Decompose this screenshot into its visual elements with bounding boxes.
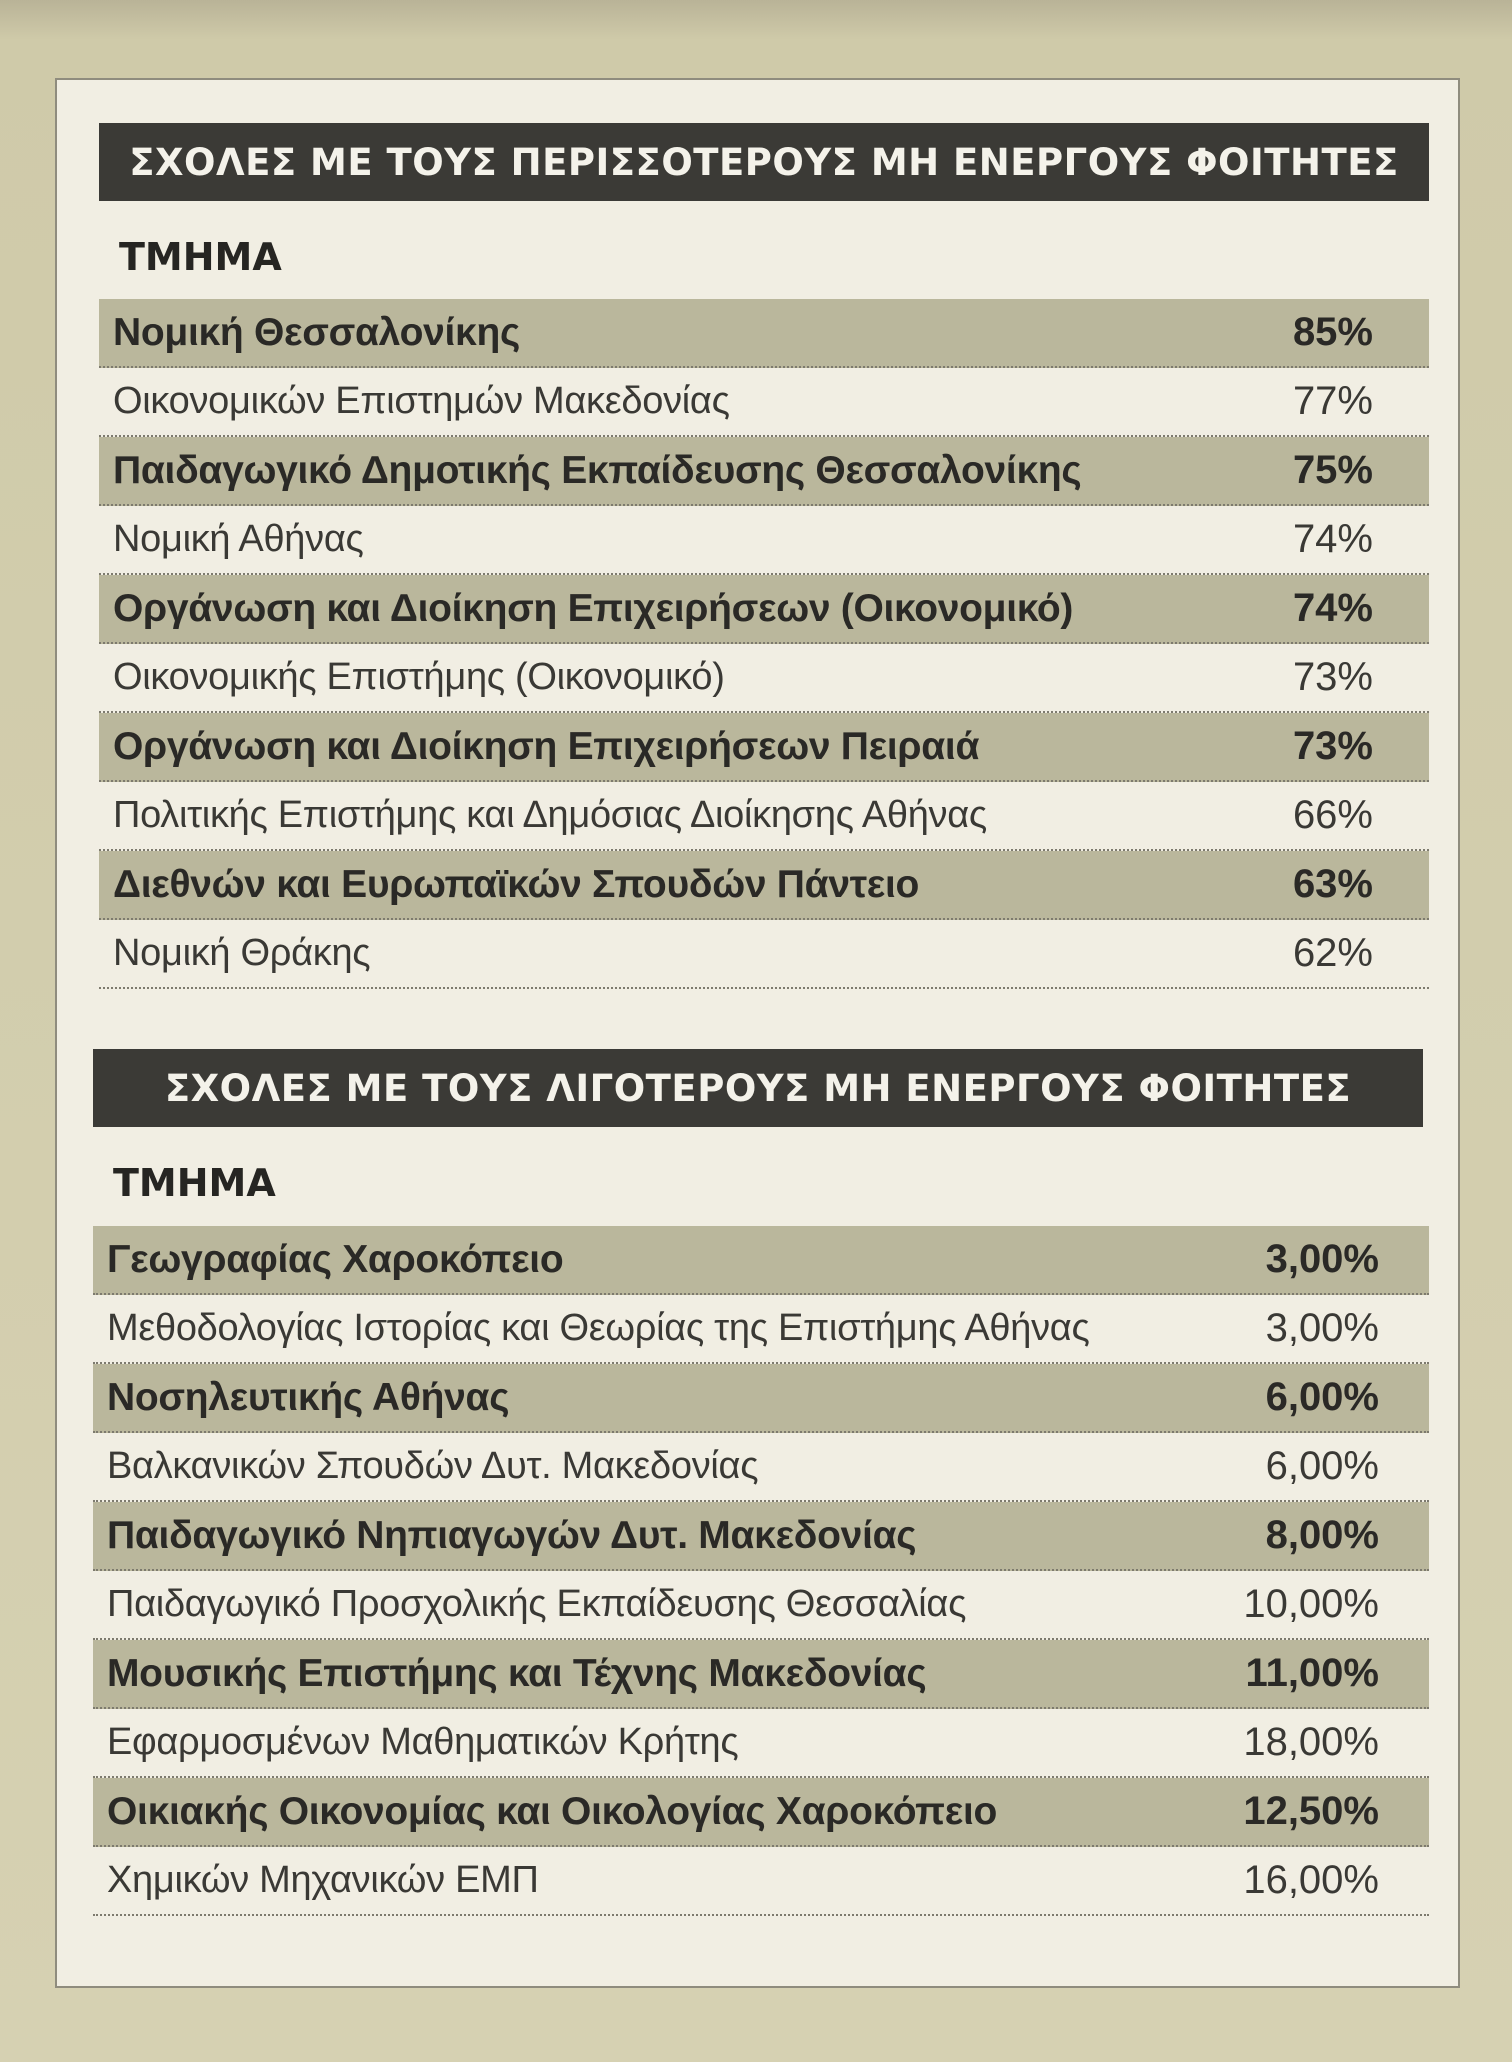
row-value: 8,00% [1265, 1513, 1379, 1557]
row-value: 73% [1292, 724, 1373, 768]
row-value: 3,00% [1265, 1306, 1379, 1350]
table-row [93, 1640, 1429, 1709]
row-name: Οικονομικών Επιστημών Μακεδονίας [113, 380, 730, 422]
row-value: 75% [1292, 448, 1373, 492]
table-row [93, 1433, 1429, 1502]
least-inactive-column-label: ΤΜΗΜΑ [113, 1161, 276, 1205]
table-row [99, 575, 1429, 644]
row-value: 6,00% [1265, 1444, 1379, 1488]
row-name: Πολιτικής Επιστήμης και Δημόσιας Διοίκησης Αθήνας [113, 794, 987, 836]
table-row [93, 1709, 1429, 1778]
row-value: 3,00% [1265, 1237, 1379, 1281]
row-name: Οργάνωση και Διοίκηση Επιχειρήσεων Πειραιά [113, 724, 980, 768]
table-row [99, 368, 1429, 437]
row-name: Μουσικής Επιστήμης και Τέχνης Μακεδονίας [107, 1651, 927, 1695]
row-value: 73% [1292, 655, 1373, 699]
table-row [93, 1295, 1429, 1364]
row-value: 74% [1292, 586, 1373, 630]
row-name: Οικιακής Οικονομίας και Οικολογίας Χαροκόπειο [107, 1789, 998, 1833]
table-row [99, 782, 1429, 851]
row-name: Νοσηλευτικής Αθήνας [107, 1375, 510, 1419]
row-name: Διεθνών και Ευρωπαϊκών Σπουδών Πάντειο [113, 862, 920, 906]
least-inactive-table [93, 1226, 1429, 1916]
row-name: Γεωγραφίας Χαροκόπειο [107, 1237, 564, 1281]
least-inactive-header: ΣΧΟΛΕΣ ΜΕ ΤΟΥΣ ΛΙΓΟΤΕΡΟΥΣ ΜΗ ΕΝΕΡΓΟΥΣ ΦΟΙΤΗΤΕΣ [93, 1049, 1423, 1127]
row-name: Εφαρμοσμένων Μαθηματικών Κρήτης [107, 1721, 739, 1763]
table-row [93, 1847, 1429, 1916]
table-row [99, 299, 1429, 368]
row-name: Βαλκανικών Σπουδών Δυτ. Μακεδονίας [107, 1445, 759, 1487]
table-row [99, 644, 1429, 713]
row-value: 77% [1292, 379, 1373, 423]
row-name: Νομική Θράκης [113, 932, 371, 974]
row-value: 11,00% [1245, 1651, 1379, 1695]
row-value: 62% [1292, 931, 1373, 975]
table-row [99, 851, 1429, 920]
row-value: 63% [1292, 862, 1373, 906]
table-row [93, 1226, 1429, 1295]
row-value: 66% [1292, 793, 1373, 837]
row-name: Παιδαγωγικό Νηπιαγωγών Δυτ. Μακεδονίας [107, 1513, 917, 1557]
row-name: Νομική Θεσσαλονίκης [113, 310, 520, 354]
most-inactive-column-label: ΤΜΗΜΑ [119, 235, 282, 279]
tables-panel [55, 78, 1460, 1988]
row-name: Χημικών Μηχανικών ΕΜΠ [107, 1859, 539, 1901]
row-value: 16,00% [1243, 1858, 1379, 1902]
row-value: 74% [1292, 517, 1373, 561]
row-value: 85% [1292, 310, 1373, 354]
row-name: Παιδαγωγικό Προσχολικής Εκπαίδευσης Θεσσαλίας [107, 1583, 967, 1625]
row-name: Οργάνωση και Διοίκηση Επιχειρήσεων (Οικονομικό) [113, 586, 1074, 630]
row-name: Νομική Αθήνας [113, 518, 364, 560]
row-name: Οικονομικής Επιστήμης (Οικονομικό) [113, 656, 725, 698]
row-value: 10,00% [1243, 1582, 1379, 1626]
table-row [99, 713, 1429, 782]
table-row [93, 1502, 1429, 1571]
most-inactive-header: ΣΧΟΛΕΣ ΜΕ ΤΟΥΣ ΠΕΡΙΣΣΟΤΕΡΟΥΣ ΜΗ ΕΝΕΡΓΟΥΣ ΦΟΙΤΗΤΕΣ [99, 123, 1429, 201]
row-name: Παιδαγωγικό Δημοτικής Εκπαίδευσης Θεσσαλονίκης [113, 448, 1082, 492]
table-row [99, 920, 1429, 989]
table-row [99, 437, 1429, 506]
table-row [93, 1571, 1429, 1640]
row-value: 18,00% [1243, 1720, 1379, 1764]
row-value: 6,00% [1265, 1375, 1379, 1419]
table-row [99, 506, 1429, 575]
row-value: 12,50% [1243, 1789, 1379, 1833]
table-row [93, 1364, 1429, 1433]
row-name: Μεθοδολογίας Ιστορίας και Θεωρίας της Επιστήμης Αθήνας [107, 1307, 1090, 1349]
table-row [93, 1778, 1429, 1847]
most-inactive-table [99, 299, 1429, 989]
